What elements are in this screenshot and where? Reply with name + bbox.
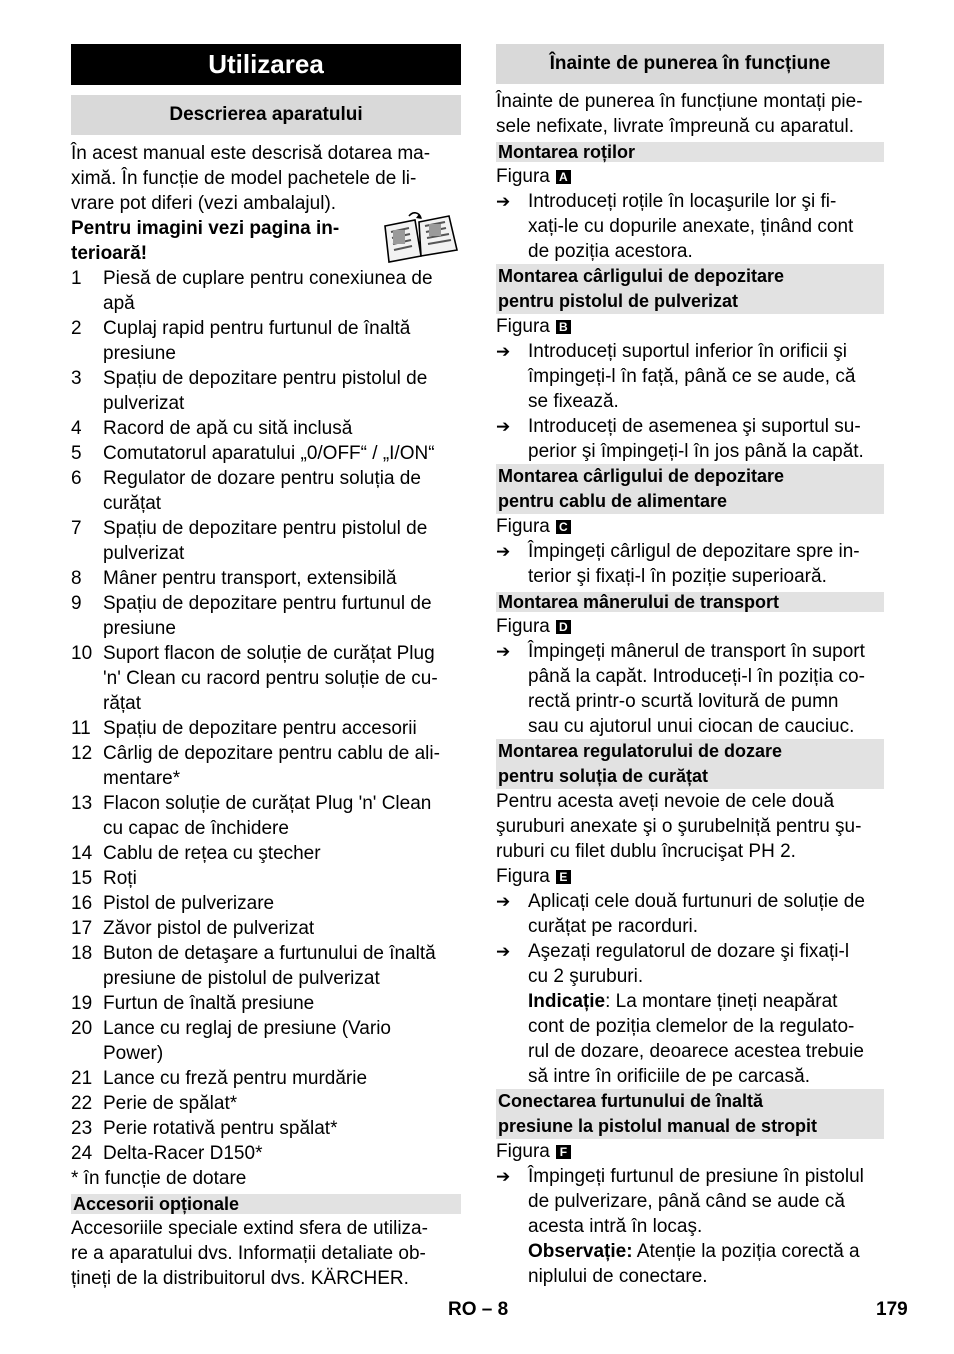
right-arrow-icon: ➔ (496, 342, 511, 361)
note-text: Indicație: La montare țineți neapărat cont de poziția clemelor de la regulato- rul de dozare, deoarece acestea trebuie să intre în orificiile de pe carcasă. (528, 991, 864, 1087)
item-number: 17 (71, 918, 93, 939)
list-item (71, 1066, 461, 1091)
item-text: Zăvor pistol de pulverizat (103, 918, 315, 939)
right-arrow-icon: ➔ (496, 192, 511, 211)
right-arrow-icon: ➔ (496, 417, 511, 436)
item-text: Cârlig de depozitare pentru cablu de ali- mentare* (103, 743, 440, 789)
item-text: Suport flacon de soluție de curățat Plug 'n' Clean cu racord pentru soluție de cu- rățat (103, 643, 438, 714)
figure-reference (496, 514, 884, 539)
list-item (71, 741, 461, 791)
figure-letter-badge: C (556, 520, 571, 534)
list-item (71, 916, 461, 941)
item-number: 23 (71, 1118, 93, 1139)
figure-word: Figura (496, 316, 550, 337)
item-text: Lance cu reglaj de presiune (Vario Power) (103, 1018, 391, 1064)
item-text: Cuplaj rapid pentru furtunul de înaltă presiune (103, 318, 411, 364)
item-number: 5 (71, 443, 82, 464)
item-text: Pistol de pulverizare (103, 893, 275, 914)
item-text: Buton de detaşare a furtunului de înaltă presiune de pistolul de pulverizat (103, 943, 436, 989)
accessories-paragraph: Accesoriile speciale extind sfera de utiliza- re a aparatului dvs. Informații detaliate ob- țineți de la distribuitorul dvs. KÄRCHER. (71, 1218, 428, 1289)
item-number: 3 (71, 368, 82, 389)
item-number: 7 (71, 518, 82, 539)
item-number: 18 (71, 943, 93, 964)
list-item (71, 791, 461, 841)
step-text: Introduceți de asemenea şi suportul su- perior şi împingeți-l în jos până la capăt. (528, 416, 864, 462)
right-arrow-icon: ➔ (496, 542, 511, 561)
subheading: Montarea cârligului de depozitare pentru pistolul de pulverizat (496, 264, 884, 314)
right-arrow-icon: ➔ (496, 1167, 511, 1186)
list-item (71, 1116, 461, 1141)
instruction-step (496, 539, 884, 589)
step-text: Aşezați regulatorul de dozare şi fixați-l cu 2 şuruburi. (528, 941, 850, 987)
item-number: 16 (71, 893, 93, 914)
figure-word: Figura (496, 166, 550, 187)
subheading: Montarea cârligului de depozitare pentru cablu de alimentare (496, 464, 884, 514)
figure-reference (496, 314, 884, 339)
subheading: Conectarea furtunului de înaltă presiune la pistolul manual de stropit (496, 1089, 884, 1139)
item-number: 2 (71, 318, 82, 339)
item-text: Perie de spălat* (103, 1093, 238, 1114)
footnote: * în funcție de dotare (71, 1168, 247, 1189)
list-item (71, 891, 461, 916)
figure-letter-badge: E (556, 870, 571, 884)
figure-word: Figura (496, 616, 550, 637)
right-column (496, 44, 884, 1289)
list-item (71, 641, 461, 716)
figure-word: Figura (496, 516, 550, 537)
item-text: Regulator de dozare pentru soluția de curățat (103, 468, 421, 514)
figure-letter-badge: A (556, 170, 571, 184)
figure-letter-badge: F (556, 1145, 571, 1159)
assembly-instructions (496, 142, 884, 1289)
list-item (71, 866, 461, 891)
figure-word: Figura (496, 866, 550, 887)
note (496, 1239, 884, 1289)
item-number: 4 (71, 418, 82, 439)
instruction-step (496, 939, 884, 989)
page-number: 179 (876, 1299, 908, 1320)
intro-paragraph: În acest manual este descrisă dotarea ma- ximă. În funcție de model pachetele de li- vrare pot diferi (vezi ambalajul). (71, 143, 431, 214)
instruction-step (496, 414, 884, 464)
item-number: 19 (71, 993, 93, 1014)
open-book-icon (379, 212, 461, 264)
item-number: 22 (71, 1093, 93, 1114)
item-text: Flacon soluție de curățat Plug 'n' Clean cu capac de închidere (103, 793, 432, 839)
item-number: 24 (71, 1143, 93, 1164)
note-label: Observație: (528, 1241, 633, 1262)
item-number: 8 (71, 568, 82, 589)
item-text: Spațiu de depozitare pentru pistolul de pulverizat (103, 518, 428, 564)
list-item (71, 716, 461, 741)
list-item (71, 1141, 461, 1166)
step-text: Împingeți furtunul de presiune în pistolul de pulverizare, până când se aude că acesta intră în locaş. (528, 1166, 864, 1237)
list-item (71, 516, 461, 566)
subheading: Montarea roților (496, 142, 884, 162)
instruction-step (496, 189, 884, 264)
item-text: Piesă de cuplare pentru conexiunea de apă (103, 268, 433, 314)
item-text: Mâner pentru transport, extensibilă (103, 568, 397, 589)
parts-list (71, 266, 461, 1166)
subheading: Montarea mânerului de transport (496, 592, 884, 612)
item-number: 12 (71, 743, 93, 764)
list-item (71, 941, 461, 991)
list-item (71, 991, 461, 1016)
item-text: Lance cu freză pentru murdărie (103, 1068, 368, 1089)
left-column (71, 44, 461, 1291)
step-text: Introduceți roțile în locaşurile lor şi fi- xați-le cu dopurile anexate, ținând cont de poziția acestora. (528, 191, 854, 262)
figure-reference (496, 864, 884, 889)
item-number: 14 (71, 843, 93, 864)
instruction-step (496, 1164, 884, 1239)
item-text: Roți (103, 868, 137, 889)
item-text: Comutatorul aparatului „0/OFF“ / „I/ON“ (103, 443, 435, 464)
item-number: 10 (71, 643, 93, 664)
instruction-step (496, 889, 884, 939)
step-text: Aplicați cele două furtunuri de soluție de curățat pe racorduri. (528, 891, 865, 937)
right-arrow-icon: ➔ (496, 642, 511, 661)
right-arrow-icon: ➔ (496, 942, 511, 961)
list-item (71, 566, 461, 591)
item-number: 9 (71, 593, 82, 614)
instruction-step (496, 639, 884, 739)
list-item (71, 466, 461, 516)
list-item (71, 1091, 461, 1116)
image-reference-note: Pentru imagini vezi pagina in- terioară! (71, 216, 461, 266)
note (496, 989, 884, 1089)
item-text: Furtun de înaltă presiune (103, 993, 315, 1014)
instruction-step (496, 339, 884, 414)
list-item (71, 591, 461, 641)
item-text: Spațiu de depozitare pentru pistolul de pulverizat (103, 368, 428, 414)
item-number: 13 (71, 793, 93, 814)
list-item (71, 366, 461, 416)
figure-letter-badge: D (556, 620, 571, 634)
step-text: Împingeți cârligul de depozitare spre in- terior şi fixați-l în poziție superioară. (528, 541, 860, 587)
item-text: Racord de apă cu sită inclusă (103, 418, 353, 439)
figure-reference (496, 1139, 884, 1164)
item-text: Spațiu de depozitare pentru accesorii (103, 718, 417, 739)
list-item (71, 266, 461, 316)
subheading: Montarea regulatorului de dozare pentru soluția de curățat (496, 739, 884, 789)
list-item (71, 416, 461, 441)
section-title-description: Descrierea aparatului (71, 95, 461, 135)
figure-reference (496, 164, 884, 189)
item-number: 15 (71, 868, 93, 889)
item-number: 21 (71, 1068, 93, 1089)
section-title-before-start: Înainte de punerea în funcțiune (496, 44, 884, 84)
step-text: Împingeți mânerul de transport în suport până la capăt. Introduceți-l în poziția co- rectă printr-o scurtă lovitură de pumn sau cu ajutorul unui ciocan de cauciuc. (528, 641, 865, 737)
item-text: Delta-Racer D150* (103, 1143, 263, 1164)
list-item (71, 316, 461, 366)
item-number: 6 (71, 468, 82, 489)
list-item (71, 841, 461, 866)
note-text: Observație: Atenție la poziția corectă a niplului de conectare. (528, 1241, 860, 1287)
figure-word: Figura (496, 1141, 550, 1162)
item-text: Cablu de rețea cu ştecher (103, 843, 321, 864)
instruction-paragraph: Pentru acesta aveți nevoie de cele două şuruburi anexate şi o şurubelniță pentru şu- ruburi cu filet dublu încrucişat PH 2. (496, 791, 862, 862)
item-text: Spațiu de depozitare pentru furtunul de presiune (103, 593, 432, 639)
page-label: RO – 8 (448, 1299, 509, 1320)
chapter-title: Utilizarea (71, 44, 461, 85)
figure-reference (496, 614, 884, 639)
item-number: 11 (71, 718, 91, 739)
item-text: Perie rotativă pentru spălat* (103, 1118, 338, 1139)
figure-letter-badge: B (556, 320, 571, 334)
right-arrow-icon: ➔ (496, 892, 511, 911)
subheading-optional-accessories: Accesorii opționale (71, 1194, 461, 1214)
item-number: 1 (71, 268, 82, 289)
step-text: Introduceți suportul inferior în orificii şi împingeți-l în față, până ce se aude, că se fixează. (528, 341, 856, 412)
list-item (71, 441, 461, 466)
note-label: Indicație (528, 991, 606, 1012)
item-number: 20 (71, 1018, 93, 1039)
before-start-intro: Înainte de punerea în funcțiune montați pie- sele nefixate, livrate împreună cu aparatul. (496, 91, 863, 137)
list-item (71, 1016, 461, 1066)
